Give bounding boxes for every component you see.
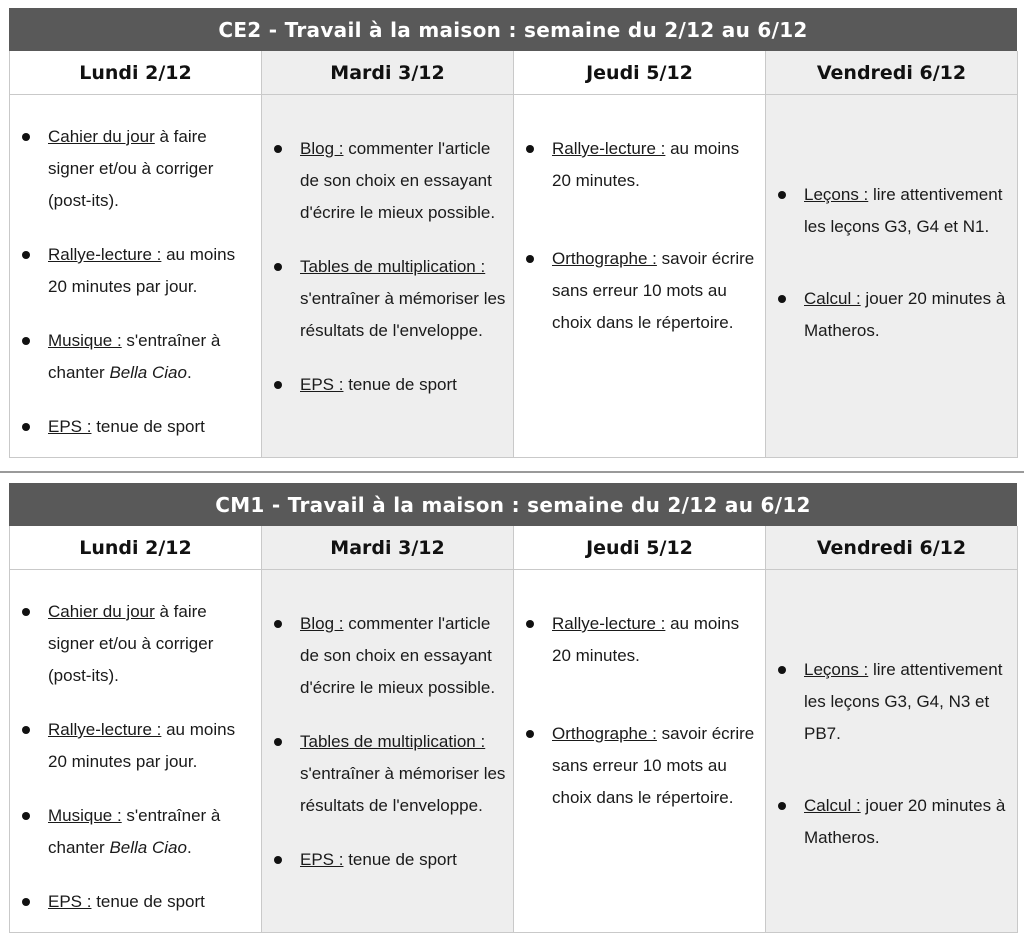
task-list (522, 133, 759, 339)
day-cell-mardi (262, 570, 514, 933)
task-label: Blog : (300, 614, 344, 633)
task-text: commenter l'article de son choix en essayant d'écrire le mieux possible. (300, 614, 496, 697)
day-cell-lundi (10, 95, 262, 458)
task-item (270, 133, 507, 229)
task-label: Calcul : (804, 289, 861, 308)
task-list (774, 654, 1011, 854)
task-text: jouer 20 minutes à Matheros. (804, 289, 1006, 340)
day-header-mardi: Mardi 3/12 (262, 51, 514, 95)
task-label: Orthographe : (552, 249, 657, 268)
task-item (270, 251, 507, 347)
task-item (18, 239, 255, 303)
task-item (270, 608, 507, 704)
task-label: Tables de multiplication : (300, 732, 486, 751)
table-title: CM1 - Travail à la maison : semaine du 2/12 au 6/12 (9, 483, 1017, 526)
task-text: tenue de sport (343, 375, 457, 394)
task-item (774, 283, 1011, 347)
task-text: lire attentivement les leçons G3, G4, N3 et PB7. (804, 660, 1003, 743)
task-item (270, 369, 507, 401)
task-item (270, 844, 507, 876)
homework-table-cm1 (9, 483, 1017, 933)
task-text: au moins 20 minutes. (552, 139, 740, 190)
day-header-vendredi: Vendredi 6/12 (766, 51, 1018, 95)
day-cell-mardi (262, 95, 514, 458)
task-label: Rallye-lecture : (48, 720, 162, 739)
task-label: Leçons : (804, 185, 869, 204)
task-list (18, 121, 255, 443)
task-item (774, 790, 1011, 854)
task-label: EPS : (300, 850, 344, 869)
day-header-jeudi: Jeudi 5/12 (514, 526, 766, 570)
task-label: Tables de multiplication : (300, 257, 486, 276)
task-item (18, 886, 255, 918)
day-header-mardi: Mardi 3/12 (262, 526, 514, 570)
task-item (18, 325, 255, 389)
task-item (18, 596, 255, 692)
task-text: tenue de sport (343, 850, 457, 869)
task-text: savoir écrire sans erreur 10 mots au choix dans le répertoire. (552, 724, 755, 807)
task-item (522, 608, 759, 672)
song-title: Bella Ciao (109, 363, 187, 382)
task-item (270, 726, 507, 822)
task-text: s'entraîner à mémoriser les résultats de l'enveloppe. (300, 289, 506, 340)
task-label: EPS : (48, 417, 92, 436)
day-header-lundi: Lundi 2/12 (10, 526, 262, 570)
task-label: Musique : (48, 331, 122, 350)
task-item (522, 718, 759, 814)
week-grid (9, 526, 1017, 933)
task-list (270, 133, 507, 401)
task-text-end: . (186, 363, 192, 382)
table-title: CE2 - Travail à la maison : semaine du 2/12 au 6/12 (9, 8, 1017, 51)
task-label: Rallye-lecture : (552, 139, 666, 158)
task-text: commenter l'article de son choix en essayant d'écrire le mieux possible. (300, 139, 496, 222)
task-label: Musique : (48, 806, 122, 825)
task-label: Blog : (300, 139, 344, 158)
task-list (774, 179, 1011, 347)
task-item (18, 800, 255, 864)
task-text: savoir écrire sans erreur 10 mots au choix dans le répertoire. (552, 249, 755, 332)
task-item (522, 243, 759, 339)
day-cell-jeudi (514, 95, 766, 458)
task-text: au moins 20 minutes. (552, 614, 740, 665)
task-text: lire attentivement les leçons G3, G4 et N1. (804, 185, 1003, 236)
task-label: Rallye-lecture : (48, 245, 162, 264)
day-header-lundi: Lundi 2/12 (10, 51, 262, 95)
task-label: EPS : (48, 892, 92, 911)
homework-table-ce2 (9, 8, 1017, 458)
day-cell-lundi (10, 570, 262, 933)
task-item (18, 714, 255, 778)
task-text: au moins 20 minutes par jour. (48, 720, 236, 771)
task-text: tenue de sport (91, 892, 205, 911)
task-item (774, 654, 1011, 750)
day-header-jeudi: Jeudi 5/12 (514, 51, 766, 95)
task-item (774, 179, 1011, 243)
task-item (18, 411, 255, 443)
task-item (522, 133, 759, 197)
task-text: tenue de sport (91, 417, 205, 436)
task-text: à faire signer et/ou à corriger (post-its). (48, 602, 214, 685)
sheet-divider (0, 471, 1024, 473)
task-text: à faire signer et/ou à corriger (post-its). (48, 127, 214, 210)
task-label: Leçons : (804, 660, 869, 679)
task-label: Orthographe : (552, 724, 657, 743)
task-text: au moins 20 minutes par jour. (48, 245, 236, 296)
week-grid (9, 51, 1017, 458)
task-label: Calcul : (804, 796, 861, 815)
task-item (18, 121, 255, 217)
task-label: Rallye-lecture : (552, 614, 666, 633)
task-list (522, 608, 759, 814)
task-label: Cahier du jour (48, 127, 155, 146)
task-text: jouer 20 minutes à Matheros. (804, 796, 1006, 847)
task-list (270, 608, 507, 876)
task-text-end: . (186, 838, 192, 857)
day-header-vendredi: Vendredi 6/12 (766, 526, 1018, 570)
day-cell-vendredi (766, 570, 1018, 933)
task-text: s'entraîner à chanter (48, 806, 221, 857)
task-list (18, 596, 255, 918)
task-label: Cahier du jour (48, 602, 155, 621)
day-cell-jeudi (514, 570, 766, 933)
task-text: s'entraîner à chanter (48, 331, 221, 382)
task-text: s'entraîner à mémoriser les résultats de l'enveloppe. (300, 764, 506, 815)
task-label: EPS : (300, 375, 344, 394)
song-title: Bella Ciao (109, 838, 187, 857)
day-cell-vendredi (766, 95, 1018, 458)
